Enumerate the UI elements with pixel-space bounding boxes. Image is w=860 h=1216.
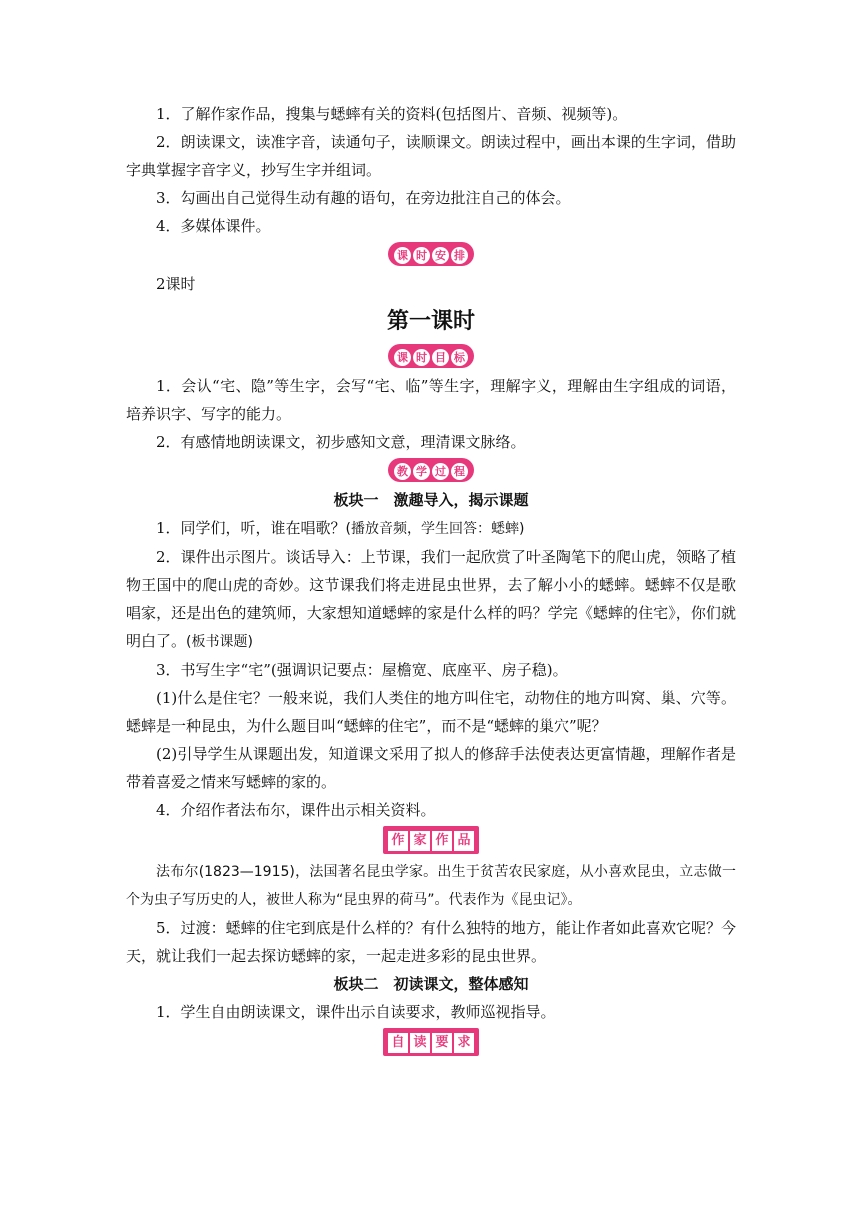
prep-item: 1．了解作家作品，搜集与蟋蟀有关的资料(包括图片、音频、视频等)。 [156, 105, 628, 123]
goal-item: 2．有感情地朗读课文，初步感知文意，理清课文脉络。 [156, 433, 526, 451]
paragraph: 5．过渡：蟋蟀的住宅到底是什么样的？有什么独特的地方，能让作者如此喜欢它呢？今天，就让我们一起去探访蟋蟀的家，一起走进多彩的昆虫世界。 [126, 919, 736, 965]
paragraph: 3．书写生字“宅”(强调识记要点：屋檐宽、底座平、房子稳)。 [156, 661, 568, 679]
author-intro: 法布尔(1823—1915)，法国著名昆虫学家。出生于贫苦农民家庭，从小喜欢昆虫，立志做一个为虫子写历史的人，被世人称为“昆虫界的荷马”。代表作为《昆虫记》。 [126, 864, 736, 908]
goal-item: 1．会认“宅、隐”等生字，会写“宅、临”等生字，理解字义，理解由生字组成的词语，培养识字、写字的能力。 [126, 377, 736, 423]
badge-reading: 自 读 要 求 [126, 1028, 736, 1058]
badge-process: 教 学 过 程 [126, 458, 736, 484]
badge-goals: 课 时 目 标 [126, 344, 736, 370]
badge-author: 作 家 作 品 [126, 826, 736, 856]
paragraph: 4．介绍作者法布尔，课件出示相关资料。 [156, 801, 436, 819]
schedule-text: 2课时 [156, 275, 196, 293]
prep-item: 3．勾画出自己觉得生动有趣的语句，在旁边批注自己的体会。 [156, 189, 571, 207]
paragraph: (2)引导学生从课题出发，知道课文采用了拟人的修辞手法使表达更富情趣，理解作者是带着喜爱之情来写蟋蟀的家的。 [126, 745, 736, 791]
badge-schedule: 课 时 安 排 [126, 242, 736, 268]
section-heading: 板块一 激趣导入，揭示课题 [333, 491, 529, 509]
lesson-title: 第一课时 [386, 309, 475, 334]
paragraph: 1．学生自由朗读课文，课件出示自读要求，教师巡视指导。 [156, 1003, 556, 1021]
paragraph: 1．同学们，听，谁在唱歌？(播放音频，学生回答：蟋蟀) [156, 519, 525, 537]
prep-item: 4．多媒体课件。 [156, 217, 271, 235]
paragraph: (1)什么是住宅？一般来说，我们人类住的地方叫住宅，动物住的地方叫窝、巢、穴等。蟋蟀是一种昆虫，为什么题目叫“蟋蟀的住宅”，而不是“蟋蟀的巢穴”呢？ [126, 689, 736, 735]
prep-item: 2．朗读课文，读准字音，读通句子，读顺课文。朗读过程中，画出本课的生字词，借助字典掌握字音字义，抄写生字并组词。 [126, 133, 736, 179]
document-content [126, 100, 736, 1060]
section-heading: 板块二 初读课文，整体感知 [333, 975, 529, 993]
paragraph: 2．课件出示图片。谈话导入：上节课，我们一起欣赏了叶圣陶笔下的爬山虎，领略了植物王国中的爬山虎的奇妙。这节课我们将走进昆虫世界，去了解小小的蟋蟀。蟋蟀不仅是歌唱家，还是出色的建筑师，大家想知道蟋蟀的家是什么样的吗？学完《蟋蟀的住宅》，你们就明白了。(板书课题) [126, 548, 736, 650]
